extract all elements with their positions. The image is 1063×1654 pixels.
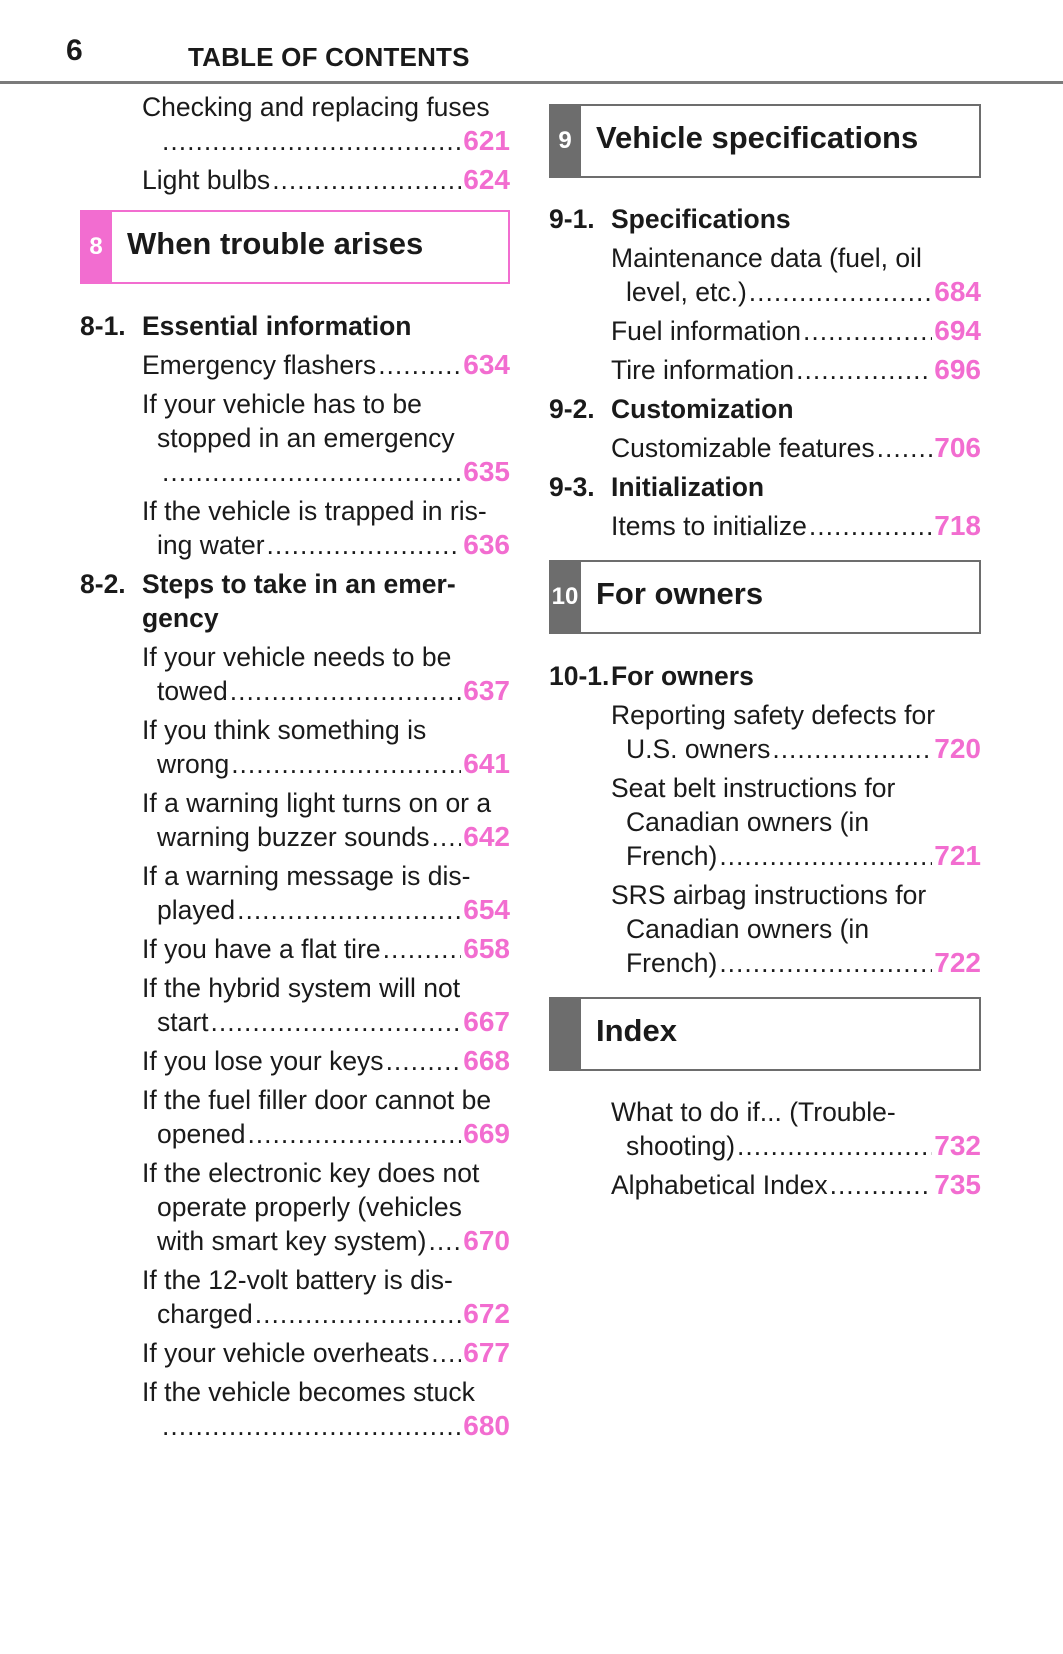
- entry-text: If the fuel filler door cannot be: [142, 1085, 492, 1115]
- page-ref: 672: [463, 1298, 510, 1329]
- chapter-9-title: Vehicle specifications: [596, 120, 919, 155]
- section-heading: [549, 470, 981, 504]
- entry-text: What to do if... (Trouble-: [611, 1097, 896, 1127]
- page-ref: 696: [934, 354, 981, 385]
- dot-leader: [230, 674, 462, 708]
- dot-leader: [386, 1044, 462, 1078]
- entry-leader-row: [142, 1044, 510, 1078]
- page-ref: 720: [934, 733, 981, 764]
- entry-leader-row: [142, 932, 510, 966]
- toc-entry: [80, 387, 510, 489]
- toc-entry: [549, 1168, 981, 1202]
- entry-text: If the hybrid system will not: [142, 973, 461, 1003]
- entry-last-text: French): [626, 948, 718, 978]
- toc-section: [549, 659, 981, 980]
- dot-leader: [809, 509, 932, 543]
- page-ref: 636: [463, 529, 510, 560]
- toc-section: [549, 202, 981, 387]
- dot-leader: [803, 314, 932, 348]
- section-heading: [549, 202, 981, 236]
- entry-text: SRS airbag instructions for: [611, 880, 927, 910]
- dot-leader: [267, 528, 462, 562]
- entry-leader-row: [611, 839, 981, 873]
- entry-last-text: warning buzzer sounds: [157, 822, 430, 852]
- page-ref: 732: [934, 1130, 981, 1161]
- page-ref: 668: [463, 1045, 510, 1076]
- entry-last-text: with smart key system): [157, 1226, 427, 1256]
- section-number: 9-1.: [549, 204, 595, 234]
- toc-entry: [549, 314, 981, 348]
- entry-text: Reporting safety defects for: [611, 700, 936, 730]
- section-title-line: gency: [142, 603, 219, 633]
- toc-entry: [549, 698, 981, 766]
- dot-leader: [162, 1409, 461, 1443]
- index-chapter-title: Index: [596, 1013, 677, 1048]
- chapter-9-box: [549, 104, 981, 178]
- index-chapter-box: [549, 997, 981, 1071]
- dot-leader: [162, 124, 461, 158]
- entry-last-text: Light bulbs: [142, 165, 271, 195]
- entry-leader-row: [142, 1409, 510, 1443]
- section-number: 8-1.: [80, 311, 126, 341]
- toc-entry: [80, 1263, 510, 1331]
- left-top-entries: [80, 90, 510, 197]
- entry-text: Checking and replacing fuses: [142, 92, 490, 122]
- section-heading: [80, 567, 510, 635]
- page-ref: 658: [463, 933, 510, 964]
- dot-leader: [247, 1117, 461, 1151]
- section-title: Essential information: [142, 311, 412, 341]
- section-number: 8-2.: [80, 569, 126, 599]
- page-header: [0, 0, 1063, 84]
- section-title: Specifications: [611, 204, 791, 234]
- right-column: [549, 84, 981, 1207]
- toc-entry: [80, 971, 510, 1039]
- page-ref: 684: [934, 276, 981, 307]
- toc-section: [549, 470, 981, 543]
- entry-text: If your vehicle has to be: [142, 389, 422, 419]
- page-ref: 706: [934, 432, 981, 463]
- toc-entry: [549, 1095, 981, 1163]
- dot-leader: [830, 1168, 933, 1202]
- toc-entry: [80, 494, 510, 562]
- dot-leader: [428, 1224, 461, 1258]
- entry-leader-row: [142, 348, 510, 382]
- entry-last-text: towed: [157, 676, 228, 706]
- page-number: 6: [66, 34, 83, 67]
- page-ref: 667: [463, 1006, 510, 1037]
- page-ref: 694: [934, 315, 981, 346]
- dot-leader: [432, 820, 462, 854]
- toc-entry: [549, 241, 981, 309]
- entry-last-text: Fuel information: [611, 316, 802, 346]
- page-ref: 669: [463, 1118, 510, 1149]
- entry-leader-row: [142, 747, 510, 781]
- entry-leader-row: [611, 353, 981, 387]
- page-ref: 641: [463, 748, 510, 779]
- toc-entry: [549, 431, 981, 465]
- entry-last-text: If you lose your keys: [142, 1046, 384, 1076]
- section-title: For owners: [611, 661, 754, 691]
- dot-leader: [255, 1297, 462, 1331]
- page-ref: 637: [463, 675, 510, 706]
- page-ref: 735: [934, 1169, 981, 1200]
- entry-last-text: wrong: [157, 749, 230, 779]
- entry-text: Canadian owners (in: [626, 914, 870, 944]
- entry-last-text: Items to initialize: [611, 511, 807, 541]
- section-title: Customization: [611, 394, 794, 424]
- entry-last-text: start: [157, 1007, 209, 1037]
- index-entries: [549, 1095, 981, 1202]
- entry-last-text: U.S. owners: [626, 734, 771, 764]
- section-title-line: Steps to take in an emer-: [142, 569, 456, 599]
- entry-leader-row: [142, 674, 510, 708]
- entry-text: Canadian owners (in: [626, 807, 870, 837]
- entry-text: If your vehicle needs to be: [142, 642, 452, 672]
- page-ref: 635: [463, 456, 510, 487]
- page-ref: 642: [463, 821, 510, 852]
- page-ref: 722: [934, 947, 981, 978]
- entry-leader-row: [142, 163, 510, 197]
- entry-leader-row: [611, 732, 981, 766]
- page-ref: 721: [934, 840, 981, 871]
- entry-last-text: charged: [157, 1299, 253, 1329]
- left-sections: [80, 309, 510, 1443]
- chapter-8-title: When trouble arises: [127, 226, 424, 261]
- dot-leader: [237, 893, 461, 927]
- entry-last-text: shooting): [626, 1131, 736, 1161]
- toc-section: [549, 392, 981, 465]
- entry-text: operate properly (vehicles: [157, 1192, 462, 1222]
- page-ref: 654: [463, 894, 510, 925]
- entry-leader-row: [142, 1005, 510, 1039]
- entry-text: stopped in an emergency: [157, 423, 455, 453]
- chapter-9-sections: [549, 202, 981, 543]
- toc-entry: [80, 1336, 510, 1370]
- entry-last-text: ing water: [157, 530, 265, 560]
- page-ref: 670: [463, 1225, 510, 1256]
- toc-entry: [80, 859, 510, 927]
- entry-leader-row: [142, 528, 510, 562]
- section-heading: [549, 659, 981, 693]
- toc-entry: [80, 348, 510, 382]
- toc-entry: [80, 1375, 510, 1443]
- dot-leader: [162, 455, 461, 489]
- toc-entry: [80, 90, 510, 158]
- entry-last-text: Emergency flashers: [142, 350, 377, 380]
- chapter-10-box: [549, 560, 981, 634]
- dot-leader: [383, 932, 462, 966]
- toc-entry: [549, 771, 981, 873]
- entry-leader-row: [142, 820, 510, 854]
- chapter-10-title: For owners: [596, 576, 764, 611]
- dot-leader: [749, 275, 933, 309]
- chapter-10-sections: [549, 659, 981, 980]
- entry-leader-row: [611, 1168, 981, 1202]
- dot-leader: [272, 163, 461, 197]
- entry-leader-row: [142, 1336, 510, 1370]
- entry-last-text: played: [157, 895, 236, 925]
- toc-entry: [80, 932, 510, 966]
- toc-entry: [549, 878, 981, 980]
- dot-leader: [877, 431, 933, 465]
- entry-leader-row: [611, 509, 981, 543]
- page-ref: 634: [463, 349, 510, 380]
- toc-entry: [80, 1044, 510, 1078]
- entry-leader-row: [142, 1117, 510, 1151]
- section-number: 10-1.: [549, 661, 610, 691]
- entry-leader-row: [142, 124, 510, 158]
- entry-text: If the vehicle is trapped in ris-: [142, 496, 487, 526]
- entry-leader-row: [611, 946, 981, 980]
- toc-entry: [80, 786, 510, 854]
- section-number: 9-2.: [549, 394, 595, 424]
- entry-text: If the vehicle becomes stuck: [142, 1377, 475, 1407]
- toc-entry: [549, 353, 981, 387]
- section-heading: [549, 392, 981, 426]
- entry-last-text: French): [626, 841, 718, 871]
- entry-text: If the electronic key does not: [142, 1158, 480, 1188]
- entry-last-text: Alphabetical Index: [611, 1170, 828, 1200]
- entry-leader-row: [611, 314, 981, 348]
- page-ref: 680: [463, 1410, 510, 1441]
- entry-leader-row: [142, 455, 510, 489]
- dot-leader: [772, 732, 932, 766]
- entry-last-text: level, etc.): [626, 277, 747, 307]
- chapter-8-box: [80, 210, 510, 284]
- entry-last-text: If your vehicle overheats: [142, 1338, 430, 1368]
- section-title: [142, 567, 510, 635]
- toc-entry: [80, 1083, 510, 1151]
- dot-leader: [796, 353, 932, 387]
- chapter-9-tab: 9: [549, 104, 581, 178]
- entry-text: If you think something is: [142, 715, 427, 745]
- page-ref: 677: [463, 1337, 510, 1368]
- page-ref: 718: [934, 510, 981, 541]
- entry-last-text: Tire information: [611, 355, 795, 385]
- page-ref: 624: [463, 164, 510, 195]
- toc-section: [80, 567, 510, 1443]
- dot-leader: [719, 839, 932, 873]
- dot-leader: [211, 1005, 462, 1039]
- entry-text: Seat belt instructions for: [611, 773, 896, 803]
- entry-leader-row: [142, 893, 510, 927]
- page-title: TABLE OF CONTENTS: [188, 42, 470, 72]
- page-ref: 621: [463, 125, 510, 156]
- section-title: Initialization: [611, 472, 765, 502]
- entry-last-text: Customizable features: [611, 433, 875, 463]
- toc-entry: [80, 163, 510, 197]
- section-number: 9-3.: [549, 472, 595, 502]
- entry-text: If a warning message is dis-: [142, 861, 471, 891]
- index-chapter-tab: [549, 997, 581, 1071]
- dot-leader: [719, 946, 932, 980]
- left-column: [80, 84, 510, 1448]
- toc-entry: [80, 1156, 510, 1258]
- dot-leader: [737, 1129, 932, 1163]
- toc-entry: [80, 640, 510, 708]
- section-heading: [80, 309, 510, 343]
- entry-text: Maintenance data (fuel, oil: [611, 243, 922, 273]
- chapter-10-tab: 10: [549, 560, 581, 634]
- entry-leader-row: [142, 1224, 510, 1258]
- entry-last-text: opened: [157, 1119, 246, 1149]
- entry-text: If a warning light turns on or a: [142, 788, 492, 818]
- toc-section: [80, 309, 510, 562]
- dot-leader: [378, 348, 461, 382]
- entry-leader-row: [611, 275, 981, 309]
- toc-entry: [80, 713, 510, 781]
- entry-text: If the 12-volt battery is dis-: [142, 1265, 453, 1295]
- entry-leader-row: [142, 1297, 510, 1331]
- entry-leader-row: [611, 1129, 981, 1163]
- dot-leader: [431, 1336, 461, 1370]
- entry-last-text: If you have a flat tire: [142, 934, 381, 964]
- chapter-8-tab: 8: [80, 210, 112, 284]
- dot-leader: [231, 747, 461, 781]
- toc-entry: [549, 509, 981, 543]
- entry-leader-row: [611, 431, 981, 465]
